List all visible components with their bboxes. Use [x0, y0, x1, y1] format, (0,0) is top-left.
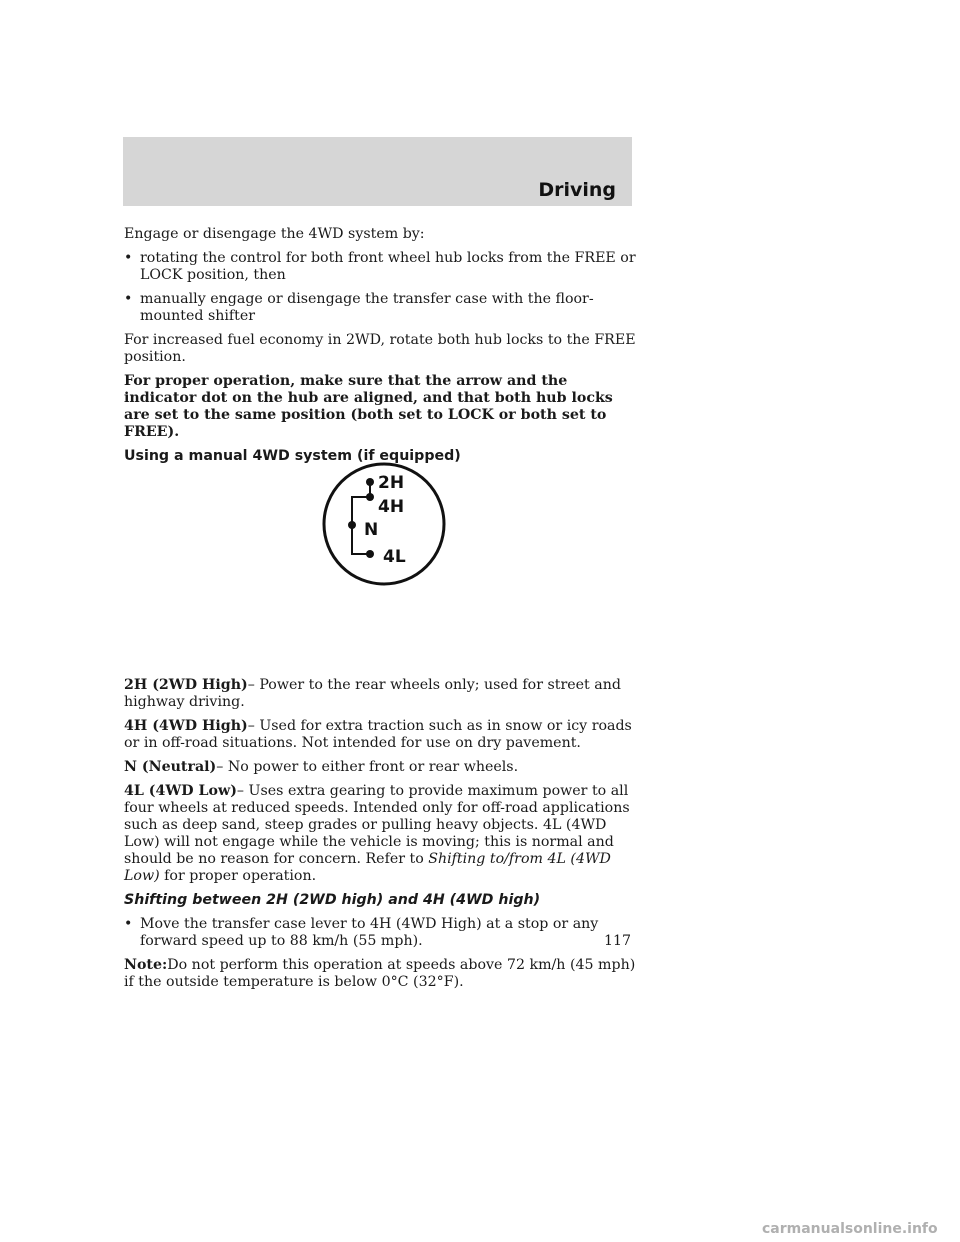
cross-reference: Shifting to/from 4L (4WD Low)	[124, 851, 611, 884]
section-title: Driving	[538, 179, 616, 201]
list-item: • manually engage or disengage the transfer case with the floor-mounted shifter	[124, 291, 594, 324]
list-item: • rotating the control for both front wheel hub locks from the FREE or LOCK position, then	[124, 250, 636, 283]
position-dot-n	[348, 521, 356, 529]
bullet-icon: •	[124, 250, 133, 266]
position-label-4l: 4L	[383, 547, 406, 567]
position-label-4h: 4H	[378, 497, 405, 517]
list-item: • Move the transfer case lever to 4H (4WD High) at a stop or any forward speed up to 88 km/h (55 mph).	[124, 916, 599, 949]
shifter-pattern-diagram	[322, 462, 446, 586]
page-content	[124, 226, 640, 998]
position-dot-2h	[366, 478, 374, 486]
mode-2h: 2H (2WD High)– Power to the rear wheels only; used for street and highway driving.	[124, 677, 621, 710]
site-watermark: carmanualsonline.info	[762, 1221, 938, 1237]
operation-note: Note:Do not perform this operation at speeds above 72 km/h (45 mph) if the outside temperature is below 0°C (32°F).	[124, 957, 636, 990]
bullet-icon: •	[124, 916, 133, 932]
mode-4l: 4L (4WD Low)– Uses extra gearing to provide maximum power to all four wheels at reduced speeds. Intended only for off-road applications such as deep sand, steep grades or pulling heavy objects. 4L (4WD Low) will not engage while the vehicle is moving; this is normal and should be no reason for concern. Refer to Shifting to/from 4L (4WD Low) for proper operation.	[124, 783, 630, 884]
shift-heading: Shifting between 2H (2WD high) and 4H (4WD high)	[124, 892, 541, 908]
section-header-band	[123, 137, 632, 206]
position-label-n: N	[364, 520, 379, 540]
position-label-2h: 2H	[378, 473, 405, 493]
hub-lock-warning: For proper operation, make sure that the arrow and the indicator dot on the hub are aligned, and that both hub locks are set to the same position (both set to LOCK or both set to FREE).	[124, 373, 613, 440]
section-heading: Using a manual 4WD system (if equipped)	[124, 448, 461, 464]
page-number: 117	[604, 933, 632, 949]
position-dot-4h	[366, 493, 374, 501]
intro-text: Engage or disengage the 4WD system by:	[124, 226, 425, 242]
mode-neutral: N (Neutral)– No power to either front or rear wheels.	[124, 759, 519, 775]
mode-4h: 4H (4WD High)– Used for extra traction such as in snow or icy roads or in off-road situations. Not intended for use on dry pavement.	[124, 718, 632, 751]
fuel-economy-note: For increased fuel economy in 2WD, rotate both hub locks to the FREE position.	[124, 332, 636, 365]
position-dot-4l	[366, 550, 374, 558]
bullet-icon: •	[124, 291, 133, 307]
